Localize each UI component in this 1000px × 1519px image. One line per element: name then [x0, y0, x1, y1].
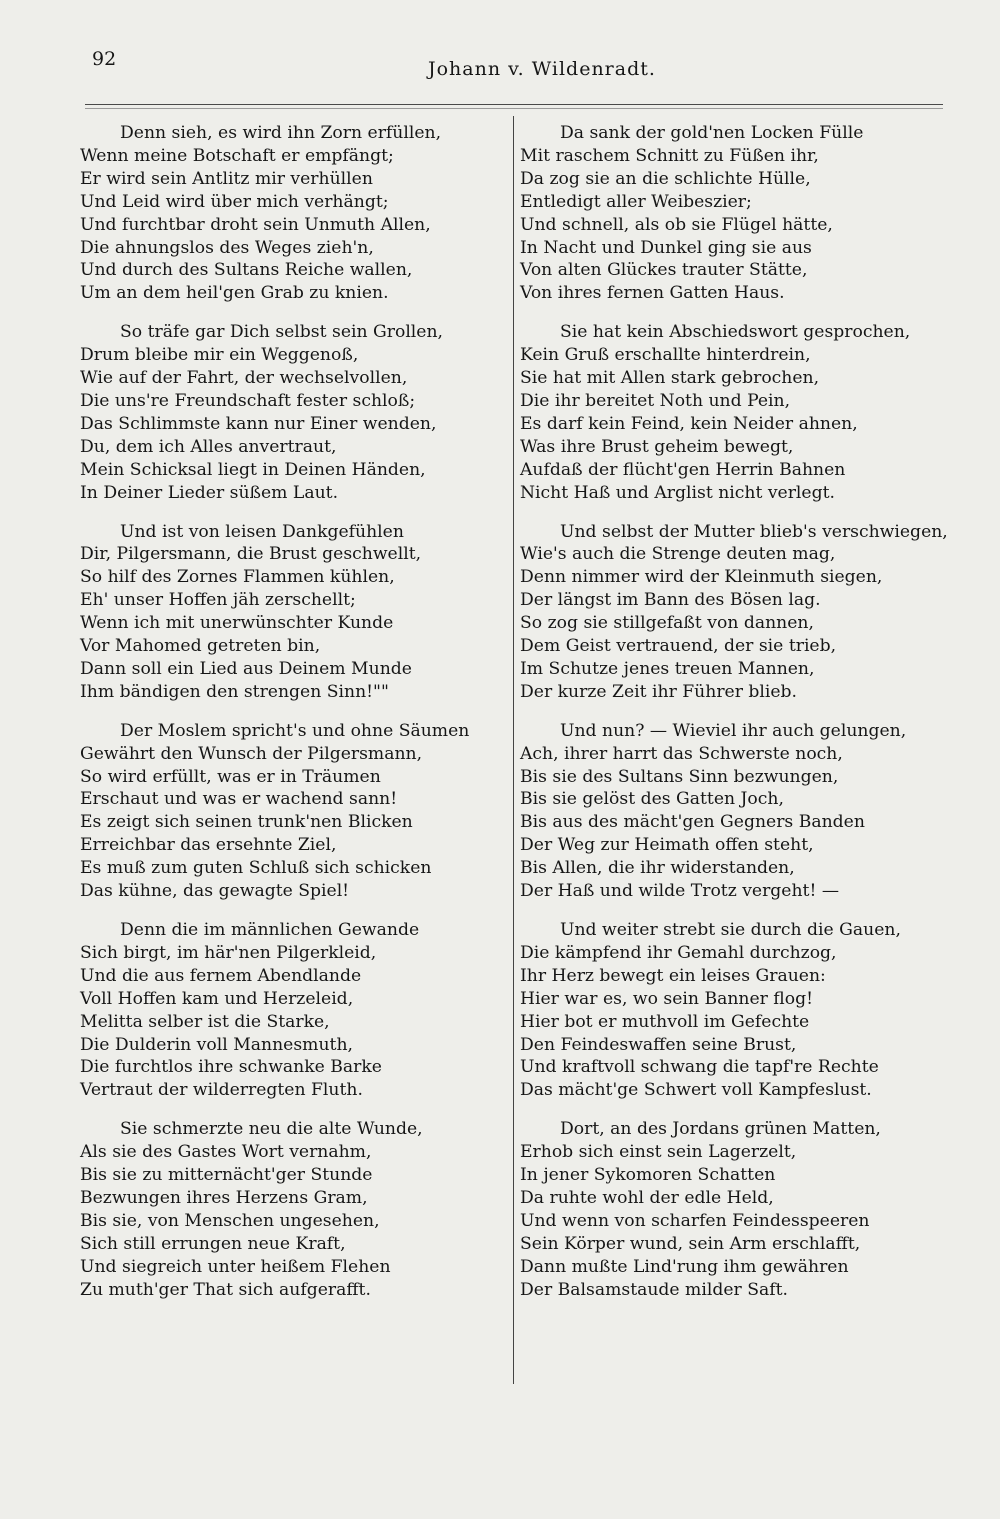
verse-line: Dann soll ein Lied aus Deinem Munde	[80, 658, 412, 679]
stanza	[80, 1118, 498, 1301]
verse-line: Wie's auch die Strenge deuten mag,	[520, 544, 836, 565]
verse-line: Um an dem heil'gen Grab zu knien.	[80, 283, 389, 304]
verse-line: Wenn meine Botschaft er empfängt;	[80, 145, 394, 166]
verse-line: Sich birgt, im här'nen Pilgerkleid,	[80, 942, 377, 963]
verse-line: Zu muth'ger That sich aufgerafft.	[80, 1279, 371, 1300]
verse-line: So zog sie stillgefaßt von dannen,	[520, 613, 814, 634]
verse-line: Von ihres fernen Gatten Haus.	[520, 283, 785, 304]
verse-line: Erreichbar das ersehnte Ziel,	[80, 835, 337, 856]
verse-line: Ihr Herz bewegt ein leises Grauen:	[520, 965, 826, 986]
verse-line: Was ihre Brust geheim bewegt,	[520, 436, 794, 457]
verse-line: Und nun? — Wieviel ihr auch gelungen,	[560, 720, 907, 741]
verse-line: Der Weg zur Heimath offen steht,	[520, 835, 814, 856]
verse-line: Der Moslem spricht's und ohne Säumen	[120, 720, 470, 741]
verse-line: Dann mußte Lind'rung ihm gewähren	[520, 1256, 849, 1277]
verse-line: So wird erfüllt, was er in Träumen	[80, 766, 381, 787]
verse-line: Entledigt aller Weibeszier;	[520, 191, 752, 212]
stanza	[520, 720, 938, 903]
verse-line: In jener Sykomoren Schatten	[520, 1165, 776, 1186]
verse-line: Bis sie des Sultans Sinn bezwungen,	[520, 766, 839, 787]
stanza	[520, 122, 938, 305]
verse-line: Bis aus des mächt'gen Gegners Banden	[520, 812, 865, 833]
verse-line: Mein Schicksal liegt in Deinen Händen,	[80, 459, 426, 480]
verse-line: Im Schutze jenes treuen Mannen,	[520, 658, 815, 679]
verse-line: Hier bot er muthvoll im Gefechte	[520, 1011, 810, 1032]
verse-line: Wie auf der Fahrt, der wechselvollen,	[80, 368, 408, 389]
left-column	[80, 122, 498, 1318]
verse-line: Hier war es, wo sein Banner flog!	[520, 988, 814, 1009]
verse-line: Die uns're Freundschaft fester schloß;	[80, 390, 416, 411]
verse-line: Erhob sich einst sein Lagerzelt,	[520, 1142, 797, 1163]
verse-line: Bezwungen ihres Herzens Gram,	[80, 1187, 368, 1208]
stanza	[520, 521, 948, 704]
verse-line: Den Feindeswaffen seine Brust,	[520, 1034, 797, 1055]
verse-line: Sein Körper wund, sein Arm erschlafft,	[520, 1233, 861, 1254]
verse-line: Es muß zum guten Schluß sich schicken	[80, 858, 432, 879]
column-divider	[513, 116, 514, 1384]
right-column	[520, 122, 948, 1318]
page-number: 92	[92, 48, 117, 70]
verse-line: Und ist von leisen Dankgefühlen	[120, 521, 404, 542]
verse-line: Sie hat mit Allen stark gebrochen,	[520, 368, 820, 389]
verse-line: Und kraftvoll schwang die tapf're Rechte	[520, 1057, 879, 1078]
verse-line: Dem Geist vertrauend, der sie trieb,	[520, 636, 837, 657]
verse-line: In Deiner Lieder süßem Laut.	[80, 482, 339, 503]
stanza	[80, 919, 498, 1102]
verse-line: Und wenn von scharfen Feindesspeeren	[520, 1210, 870, 1231]
header-rule	[85, 104, 943, 105]
stanza	[520, 919, 938, 1102]
verse-line: Da zog sie an die schlichte Hülle,	[520, 168, 811, 189]
verse-line: Und die aus fernem Abendlande	[80, 965, 362, 986]
verse-line: Es darf kein Feind, kein Neider ahnen,	[520, 413, 858, 434]
verse-line: Der längst im Bann des Bösen lag.	[520, 590, 821, 611]
verse-line: Gewährt den Wunsch der Pilgersmann,	[80, 743, 423, 764]
verse-line: Die ihr bereitet Noth und Pein,	[520, 390, 791, 411]
stanza	[520, 321, 938, 504]
verse-line: Von alten Glückes trauter Stätte,	[520, 260, 808, 281]
verse-line: Der Balsamstaude milder Saft.	[520, 1279, 788, 1300]
stanza	[80, 521, 498, 704]
verse-line: Der Haß und wilde Trotz vergeht! —	[520, 881, 840, 902]
verse-line: Bis sie, von Menschen ungesehen,	[80, 1210, 380, 1231]
verse-line: Voll Hoffen kam und Herzeleid,	[80, 988, 354, 1009]
verse-line: Da ruhte wohl der edle Held,	[520, 1187, 774, 1208]
verse-line: Wenn ich mit unerwünschter Kunde	[80, 613, 394, 634]
verse-line: Denn nimmer wird der Kleinmuth siegen,	[520, 567, 883, 588]
verse-line: Als sie des Gastes Wort vernahm,	[80, 1142, 372, 1163]
verse-line: So hilf des Zornes Flammen kühlen,	[80, 567, 395, 588]
verse-line: Eh' unser Hoffen jäh zerschellt;	[80, 590, 356, 611]
verse-line: Bis sie zu mitternächt'ger Stunde	[80, 1165, 373, 1186]
stanza	[80, 122, 498, 305]
verse-line: Und schnell, als ob sie Flügel hätte,	[520, 214, 833, 235]
running-title: Johann v. Wildenradt.	[428, 58, 656, 80]
verse-line: Vertraut der wilderregten Fluth.	[80, 1080, 363, 1101]
verse-line: Und siegreich unter heißem Flehen	[80, 1256, 391, 1277]
verse-line: Da sank der gold'nen Locken Fülle	[560, 123, 864, 143]
verse-line: Und furchtbar droht sein Unmuth Allen,	[80, 214, 431, 235]
verse-line: Und selbst der Mutter blieb's verschwiegen,	[560, 521, 948, 542]
verse-line: Sie hat kein Abschiedswort gesprochen,	[560, 322, 911, 343]
verse-line: Und Leid wird über mich verhängt;	[80, 191, 389, 212]
verse-line: Drum bleibe mir ein Weggenoß,	[80, 345, 359, 366]
verse-line: Ihm bändigen den strengen Sinn!""	[80, 681, 389, 702]
verse-line: So träfe gar Dich selbst sein Grollen,	[120, 322, 444, 343]
verse-line: Nicht Haß und Arglist nicht verlegt.	[520, 482, 835, 503]
verse-line: Das mächt'ge Schwert voll Kampfeslust.	[520, 1080, 872, 1101]
stanza	[80, 321, 498, 504]
stanza	[80, 720, 498, 903]
verse-line: Das Schlimmste kann nur Einer wenden,	[80, 413, 437, 434]
verse-line: Dir, Pilgersmann, die Brust geschwellt,	[80, 544, 422, 565]
verse-line: Kein Gruß erschallte hinterdrein,	[520, 345, 811, 366]
verse-line: Und durch des Sultans Reiche wallen,	[80, 260, 413, 281]
verse-line: Und weiter strebt sie durch die Gauen,	[560, 920, 901, 940]
stanza	[520, 1118, 938, 1301]
verse-line: Die ahnungslos des Weges zieh'n,	[80, 237, 374, 258]
verse-line: Die furchtlos ihre schwanke Barke	[80, 1057, 382, 1078]
verse-line: Vor Mahomed getreten bin,	[80, 636, 321, 657]
verse-line: Bis Allen, die ihr widerstanden,	[520, 858, 795, 879]
verse-line: Aufdaß der flücht'gen Herrin Bahnen	[520, 459, 846, 480]
verse-line: Mit raschem Schnitt zu Füßen ihr,	[520, 145, 819, 166]
verse-line: In Nacht und Dunkel ging sie aus	[520, 237, 812, 258]
verse-line: Du, dem ich Alles anvertraut,	[80, 436, 337, 457]
verse-line: Denn sieh, es wird ihn Zorn erfüllen,	[120, 123, 442, 143]
verse-line: Es zeigt sich seinen trunk'nen Blicken	[80, 812, 413, 833]
verse-line: Der kurze Zeit ihr Führer blieb.	[520, 681, 798, 702]
verse-line: Erschaut und was er wachend sann!	[80, 789, 398, 810]
verse-line: Das kühne, das gewagte Spiel!	[80, 881, 350, 902]
verse-line: Sie schmerzte neu die alte Wunde,	[120, 1119, 423, 1140]
verse-line: Ach, ihrer harrt das Schwerste noch,	[520, 743, 843, 764]
verse-line: Die kämpfend ihr Gemahl durchzog,	[520, 942, 837, 963]
verse-line: Dort, an des Jordans grünen Matten,	[560, 1119, 881, 1140]
verse-line: Sich still errungen neue Kraft,	[80, 1233, 346, 1254]
verse-line: Die Dulderin voll Mannesmuth,	[80, 1034, 353, 1055]
header-rule-secondary	[85, 108, 943, 109]
verse-line: Denn die im männlichen Gewande	[120, 920, 420, 940]
verse-line: Bis sie gelöst des Gatten Joch,	[520, 789, 784, 810]
verse-line: Er wird sein Antlitz mir verhüllen	[80, 168, 373, 189]
verse-line: Melitta selber ist die Starke,	[80, 1011, 330, 1032]
